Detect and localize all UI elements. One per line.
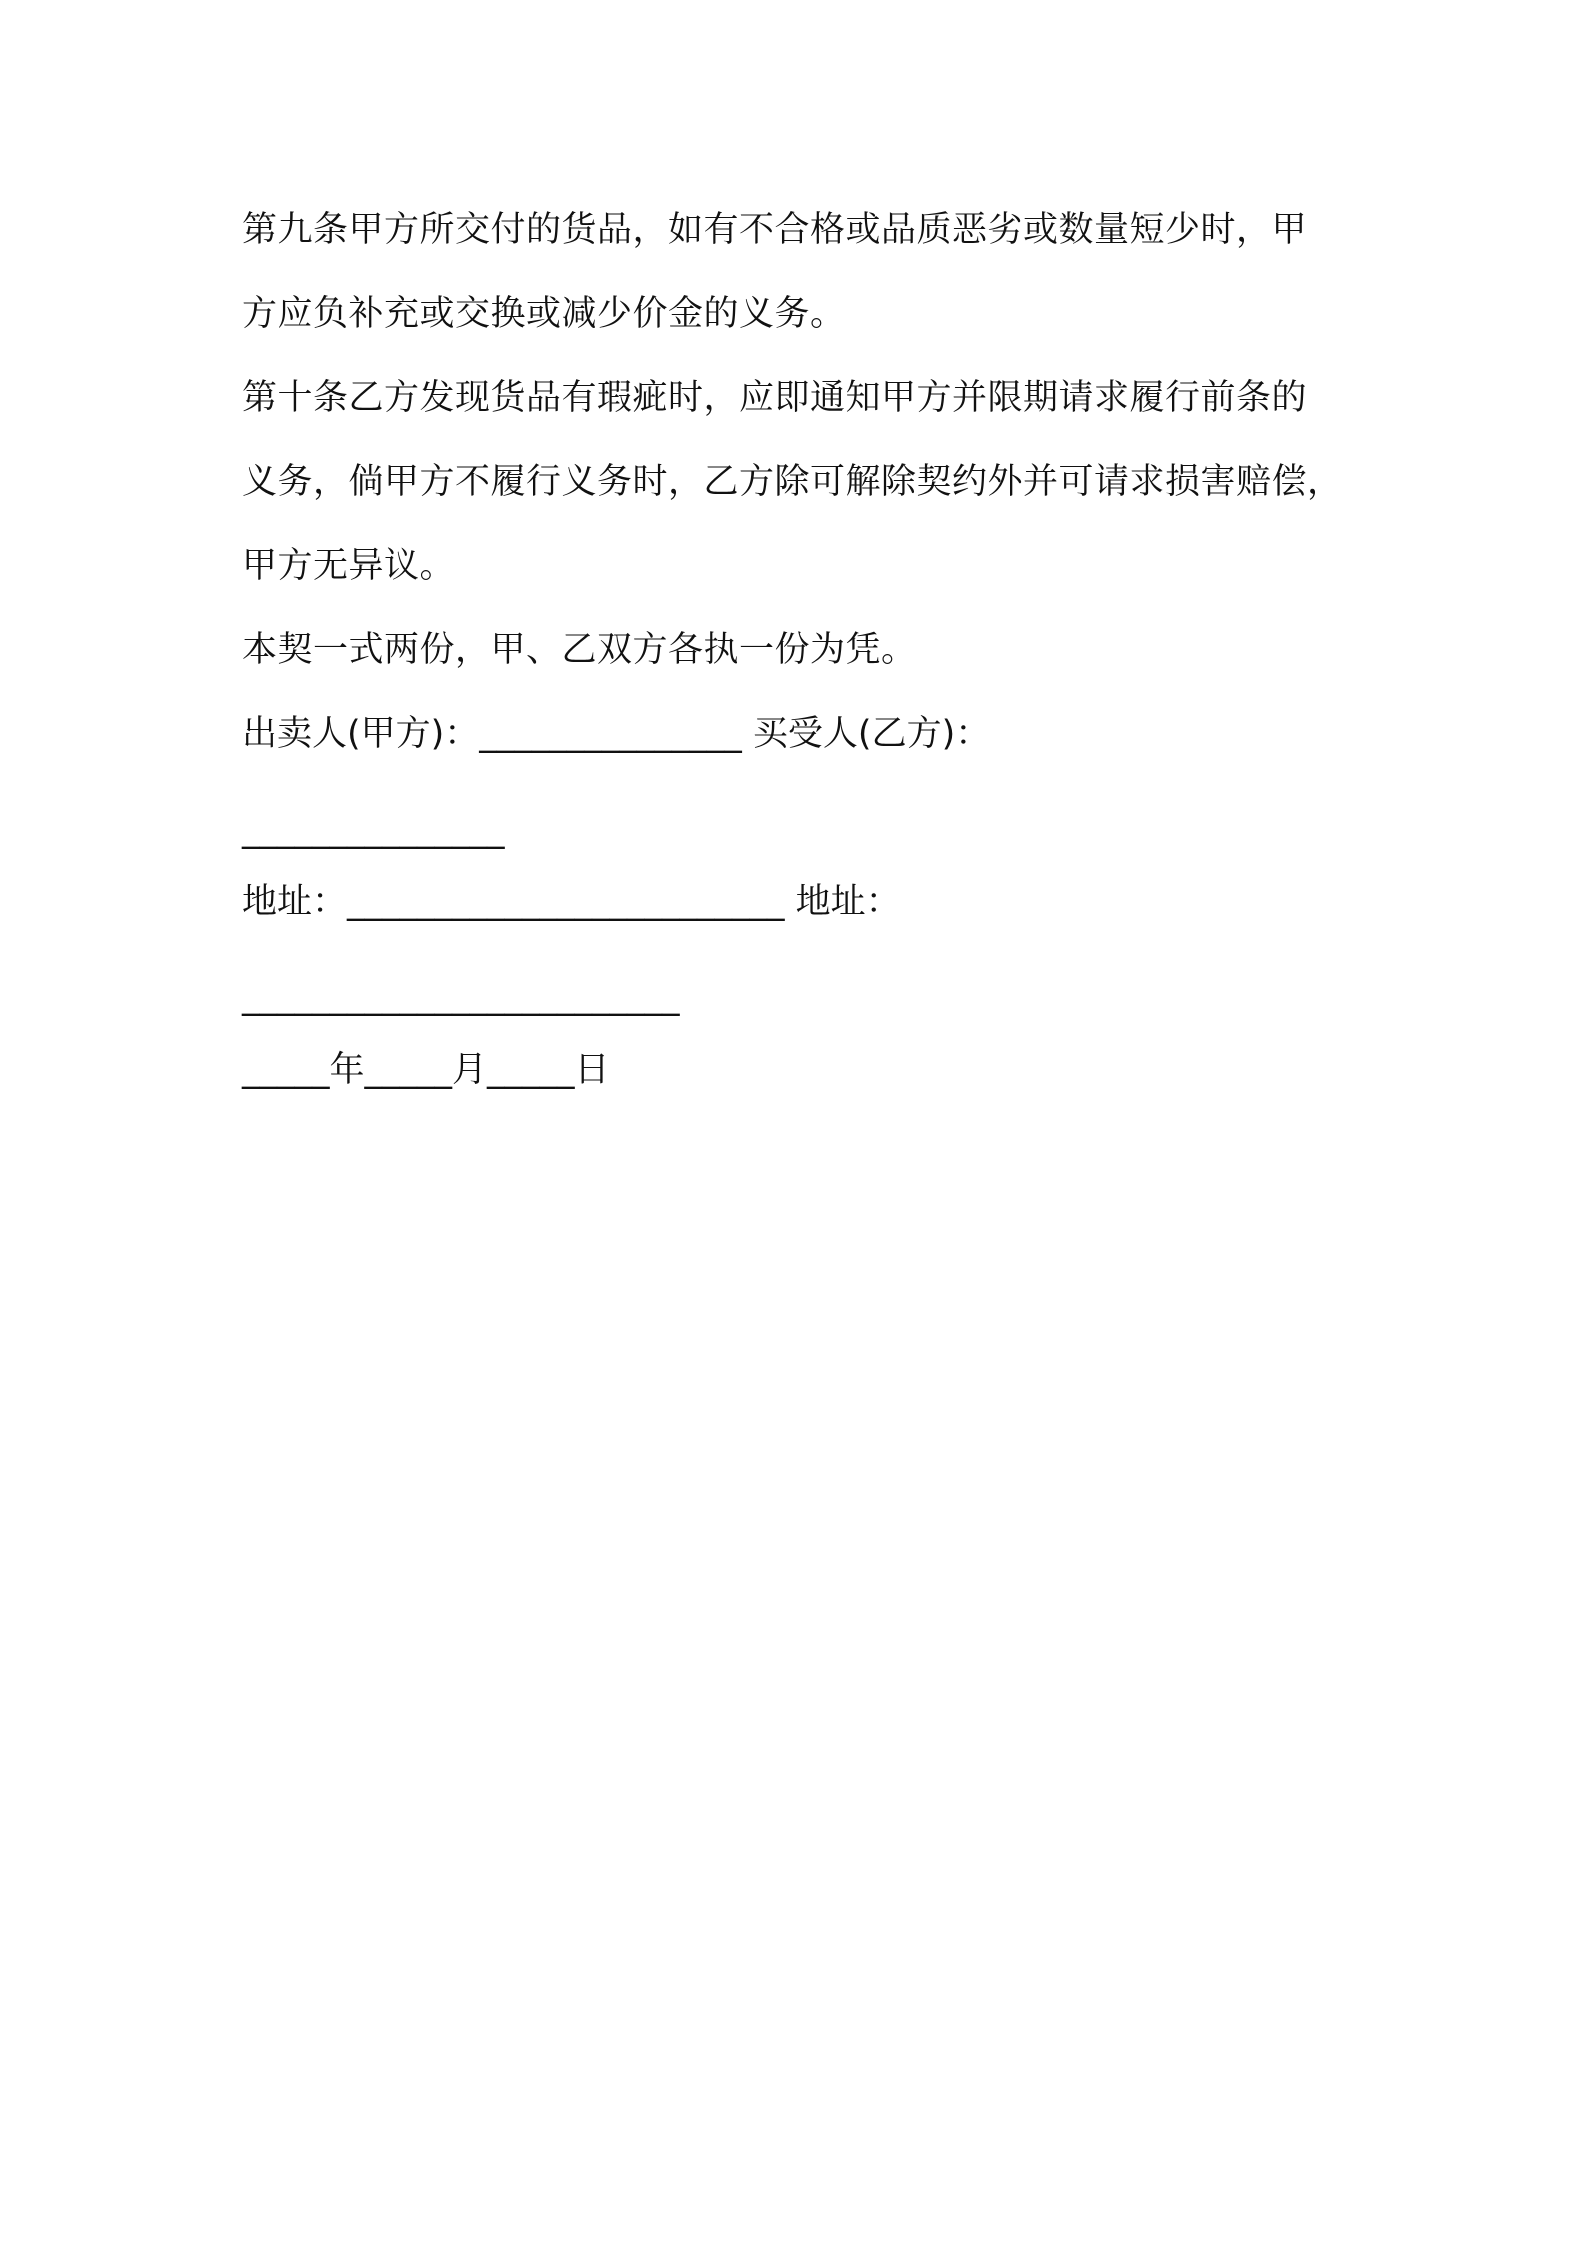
article-10-line-2: 义务，倘甲方不履行义务时，乙方除可解除契约外并可请求损害赔偿， [242,462,1343,502]
article-10-line-1: 第十条乙方发现货品有瑕疵时，应即通知甲方并限期请求履行前条的 [242,378,1308,418]
article-10-line-3: 甲方无异议。 [242,546,456,586]
address-line: 地址：_________________________ 地址： [242,882,901,922]
article-9-line-1: 第九条甲方所交付的货品，如有不合格或品质恶劣或数量短少时，甲 [242,210,1308,250]
signature-parties-blank: _______________ [242,810,505,850]
signature-parties-line: 出卖人(甲方)：_______________ 买受人(乙方)： [242,714,991,754]
article-9-line-2: 方应负补充或交换或减少价金的义务。 [242,294,846,334]
copies-clause: 本契一式两份，甲、乙双方各执一份为凭。 [242,630,917,670]
date-line: _____年_____月_____日 [242,1050,610,1090]
address-blank: _________________________ [242,977,680,1017]
